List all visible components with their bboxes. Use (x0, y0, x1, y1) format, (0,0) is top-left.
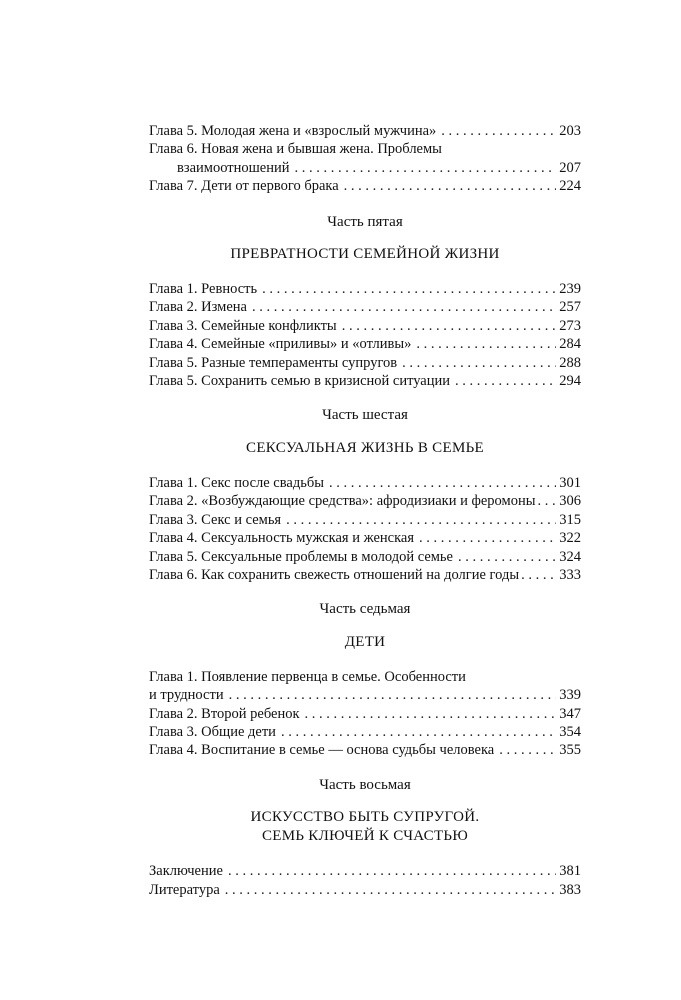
dot-leader (294, 159, 556, 177)
toc-entry[interactable] (149, 335, 581, 353)
toc-entry-page: 347 (559, 705, 581, 722)
toc-entry-title: Глава 4. Семейные «приливы» и «отливы» (149, 336, 412, 353)
toc-entry-page: 239 (559, 281, 581, 298)
toc-entry[interactable] (149, 862, 581, 880)
toc-entry-title: Литература (149, 881, 220, 898)
toc-entry[interactable] (149, 492, 581, 510)
dot-leader (419, 529, 556, 547)
toc-entry-page: 273 (559, 317, 581, 334)
toc-entry-title: Глава 5. Сохранить семью в кризисной ситуации (149, 373, 451, 390)
toc-entry-title: Глава 4. Воспитание в семье — основа судьбы человека (149, 742, 495, 759)
toc-entry[interactable] (149, 298, 581, 316)
dot-leader (499, 741, 556, 759)
dot-leader (281, 723, 556, 741)
toc-entry[interactable] (149, 705, 581, 723)
toc-entry[interactable] (149, 122, 581, 140)
part-title (149, 808, 581, 846)
part-title: ПРЕВРАТНОСТИ СЕМЕЙНОЙ ЖИЗНИ (230, 246, 500, 263)
toc-entry-title-line1[interactable]: Глава 1. Появление первенца в семье. Особенности (149, 668, 466, 685)
toc-entry-title: Глава 2. Второй ребенок (149, 705, 300, 722)
toc-entry[interactable] (149, 741, 581, 759)
toc-entry-page: 257 (559, 299, 581, 316)
toc-entry-page: 301 (559, 474, 581, 491)
toc-entry-page: 333 (559, 566, 581, 583)
toc-entry[interactable] (149, 280, 581, 298)
toc-entry[interactable] (149, 881, 581, 899)
toc-section-intro (149, 122, 581, 196)
dot-leader (342, 317, 557, 335)
toc-entry-title: Глава 3. Семейные конфликты (149, 317, 337, 334)
dot-leader (262, 280, 556, 298)
toc-entry-page: 381 (559, 863, 581, 880)
toc-entry-title: Глава 1. Ревность (149, 281, 258, 298)
toc-entry-title: Заключение (149, 863, 223, 880)
toc-entry-page: 224 (559, 178, 581, 195)
part-title: СЕКСУАЛЬНАЯ ЖИЗНЬ В СЕМЬЕ (246, 439, 484, 456)
toc-entry[interactable] (149, 529, 581, 547)
part-title-line: СЕМЬ КЛЮЧЕЙ К СЧАСТЬЮ (261, 828, 469, 845)
dot-leader (305, 705, 557, 723)
dot-leader (458, 548, 556, 566)
part-label: Часть шестая (322, 407, 408, 424)
toc-entry-title: Глава 2. «Возбуждающие средства»: афродизиаки и феромоны (149, 493, 536, 510)
toc-entry-title: Глава 4. Сексуальность мужская и женская (149, 530, 415, 547)
toc-entry-page: 284 (559, 336, 581, 353)
toc-entry-title: Глава 1. Секс после свадьбы (149, 474, 324, 491)
toc-entry[interactable] (149, 548, 581, 566)
dot-leader (344, 177, 557, 195)
toc-entry-page: 324 (559, 548, 581, 565)
toc-entry[interactable] (149, 511, 581, 529)
toc-entry-page: 354 (559, 723, 581, 740)
toc-part-8 (149, 776, 581, 899)
dot-leader (455, 372, 556, 390)
toc-entry-title: Глава 5. Молодая жена и «взрослый мужчина» (149, 123, 437, 139)
toc-entry-page: 294 (559, 373, 581, 390)
toc-part-5 (149, 213, 581, 391)
toc-entry-page: 203 (559, 123, 581, 139)
toc-entry-page: 315 (559, 511, 581, 528)
toc-entry-title: Глава 3. Общие дети (149, 723, 276, 740)
toc-entry-page: 339 (559, 687, 581, 704)
dot-leader (286, 511, 556, 529)
toc-entry-title-line1[interactable]: Глава 6. Новая жена и бывшая жена. Проблемы (149, 141, 442, 158)
toc-entry-title: взаимоотношений (177, 159, 290, 176)
dot-leader (252, 298, 556, 316)
toc-entry-page: 288 (559, 354, 581, 371)
toc-entry-page: 322 (559, 530, 581, 547)
dot-leader (441, 122, 556, 140)
toc-entry-title: Глава 2. Измена (149, 299, 247, 316)
dot-leader (329, 474, 556, 492)
toc-entry[interactable] (149, 474, 581, 492)
dot-leader (537, 492, 559, 510)
toc-part-6 (149, 406, 581, 584)
part-label: Часть седьмая (319, 601, 411, 618)
dot-leader (402, 354, 556, 372)
toc-entry[interactable] (149, 317, 581, 335)
toc-entry[interactable] (149, 686, 581, 704)
part-label: Часть пятая (327, 213, 403, 230)
toc-entry-page: 355 (559, 742, 581, 759)
dot-leader (228, 862, 556, 880)
toc-entry[interactable] (149, 159, 581, 177)
dot-leader (416, 335, 556, 353)
toc-entry-title: и трудности (149, 687, 224, 704)
part-label: Часть восьмая (319, 776, 411, 793)
toc-entry-title: Глава 3. Секс и семья (149, 511, 282, 528)
toc-entry[interactable] (149, 354, 581, 372)
table-of-contents (149, 122, 581, 899)
toc-entry[interactable] (149, 723, 581, 741)
toc-entry-title: Глава 6. Как сохранить свежесть отношений на долгие годы (149, 566, 520, 583)
dot-leader (229, 686, 557, 704)
toc-entry[interactable] (149, 372, 581, 390)
part-title: ДЕТИ (344, 633, 386, 650)
dot-leader (521, 566, 557, 584)
toc-entry-page: 383 (559, 881, 581, 898)
dot-leader (225, 881, 556, 899)
toc-entry-page: 207 (559, 159, 581, 176)
toc-entry[interactable] (149, 566, 581, 584)
toc-part-7 (149, 600, 581, 759)
toc-entry-title: Глава 5. Разные темпераменты супругов (149, 354, 398, 371)
part-title-line: ИСКУССТВО БЫТЬ СУПРУГОЙ. (250, 809, 480, 826)
toc-entry[interactable] (149, 177, 581, 195)
toc-entry-page: 306 (559, 493, 581, 510)
toc-entry-title: Глава 5. Сексуальные проблемы в молодой семье (149, 548, 453, 565)
toc-entry-title: Глава 7. Дети от первого брака (149, 178, 339, 195)
